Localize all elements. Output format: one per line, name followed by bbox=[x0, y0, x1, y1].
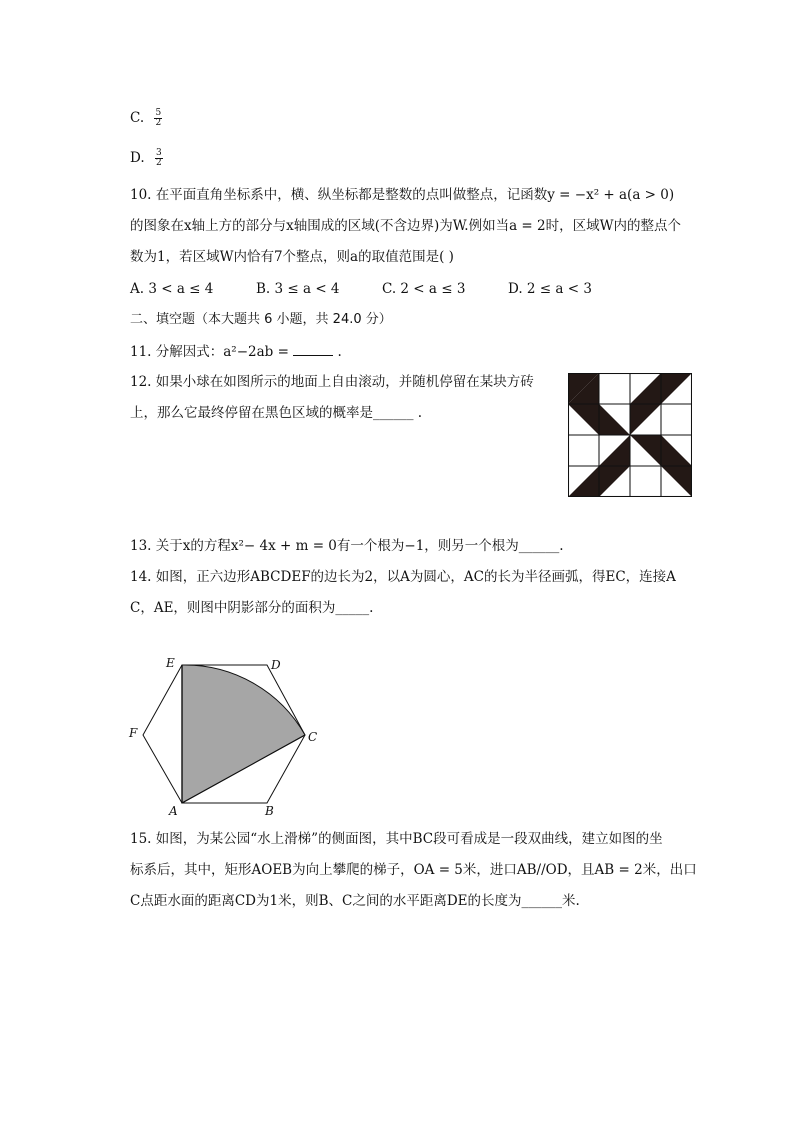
dark-tile bbox=[661, 373, 692, 404]
section-heading: 二、填空题（本大题共 6 小题，共 24.0 分） bbox=[130, 312, 392, 327]
q11-end: . bbox=[333, 344, 342, 360]
q14-line1: 14. 如图，正六边形ABCDEF的边长为2，以A为圆心，AC的长为半径画弧，得EC，连接A bbox=[130, 569, 676, 585]
dark-tile bbox=[661, 435, 692, 466]
q10-line2: 的图象在x轴上方的部分与x轴围成的区域(不含边界)为W.例如当a = 2时，区域W内的整点个 bbox=[130, 218, 681, 234]
q14-line2: C，AE，则图中阴影部分的面积为_____. bbox=[130, 600, 374, 616]
q9-option-d bbox=[130, 148, 163, 168]
q15-line2: 标系后，其中，矩形AOEB为向上攀爬的梯子，OA = 5米，进口AB//OD，且AB = 2米，出口 bbox=[130, 862, 697, 878]
denominator: 2 bbox=[155, 158, 162, 168]
q15-line3: C点距水面的距离CD为1米，则B、C之间的水平距离DE的长度为______米. bbox=[130, 893, 580, 909]
q10-option-d: D. 2 ≤ a < 3 bbox=[508, 281, 592, 297]
tile-figure bbox=[568, 373, 692, 497]
option-label: D. bbox=[130, 150, 149, 166]
label-d: D bbox=[271, 658, 281, 672]
q15-line1: 15. 如图，为某公园“水上滑梯”的侧面图，其中BC段可看成是一段双曲线，建立如图的坐 bbox=[130, 831, 663, 847]
q12-line2: 上，那么它最终停留在黑色区域的概率是______ . bbox=[130, 405, 423, 421]
option-label: C. bbox=[130, 110, 149, 126]
dark-tile bbox=[568, 466, 599, 497]
q10-options bbox=[130, 279, 592, 299]
dark-tile bbox=[661, 466, 692, 497]
numerator: 3 bbox=[155, 148, 162, 158]
dark-tile bbox=[568, 404, 599, 435]
numerator: 5 bbox=[155, 108, 162, 118]
dark-tile bbox=[630, 373, 661, 404]
fraction bbox=[155, 149, 163, 168]
dark-tile bbox=[599, 466, 630, 497]
label-f: F bbox=[129, 726, 138, 740]
q12-line1: 12. 如果小球在如图所示的地面上自由滚动，并随机停留在某块方砖 bbox=[130, 374, 534, 390]
shaded-sector bbox=[182, 665, 305, 803]
q10-option-c: C. 2 < a ≤ 3 bbox=[382, 281, 466, 297]
q9-option-c bbox=[130, 108, 162, 128]
label-c: C bbox=[308, 730, 318, 744]
q10-option-a: A. 3 < a ≤ 4 bbox=[130, 281, 214, 297]
q11-text: 11. 分解因式：a²−2ab = bbox=[130, 344, 294, 360]
hexagon-figure bbox=[125, 655, 325, 820]
dark-tile bbox=[630, 404, 661, 435]
dark-tile bbox=[599, 404, 630, 435]
dark-tile bbox=[630, 435, 661, 466]
fraction bbox=[154, 109, 162, 128]
q13: 13. 关于x的方程x²− 4x + m = 0有一个根为−1，则另一个根为______. bbox=[130, 538, 564, 554]
denominator: 2 bbox=[155, 118, 162, 128]
label-b: B bbox=[265, 804, 274, 818]
q10-option-b: B. 3 ≤ a < 4 bbox=[256, 281, 340, 297]
dark-tile bbox=[599, 435, 630, 466]
q11 bbox=[130, 341, 342, 362]
label-e: E bbox=[166, 656, 175, 670]
label-a: A bbox=[169, 804, 178, 818]
q10-line1: 10. 在平面直角坐标系中，横、纵坐标都是整数的点叫做整点，记函数y = −x² + a(a > 0) bbox=[130, 187, 675, 203]
answer-blank bbox=[293, 341, 333, 356]
q10-line3: 数为1，若区域W内恰有7个整点，则a的取值范围是( ) bbox=[130, 249, 454, 265]
